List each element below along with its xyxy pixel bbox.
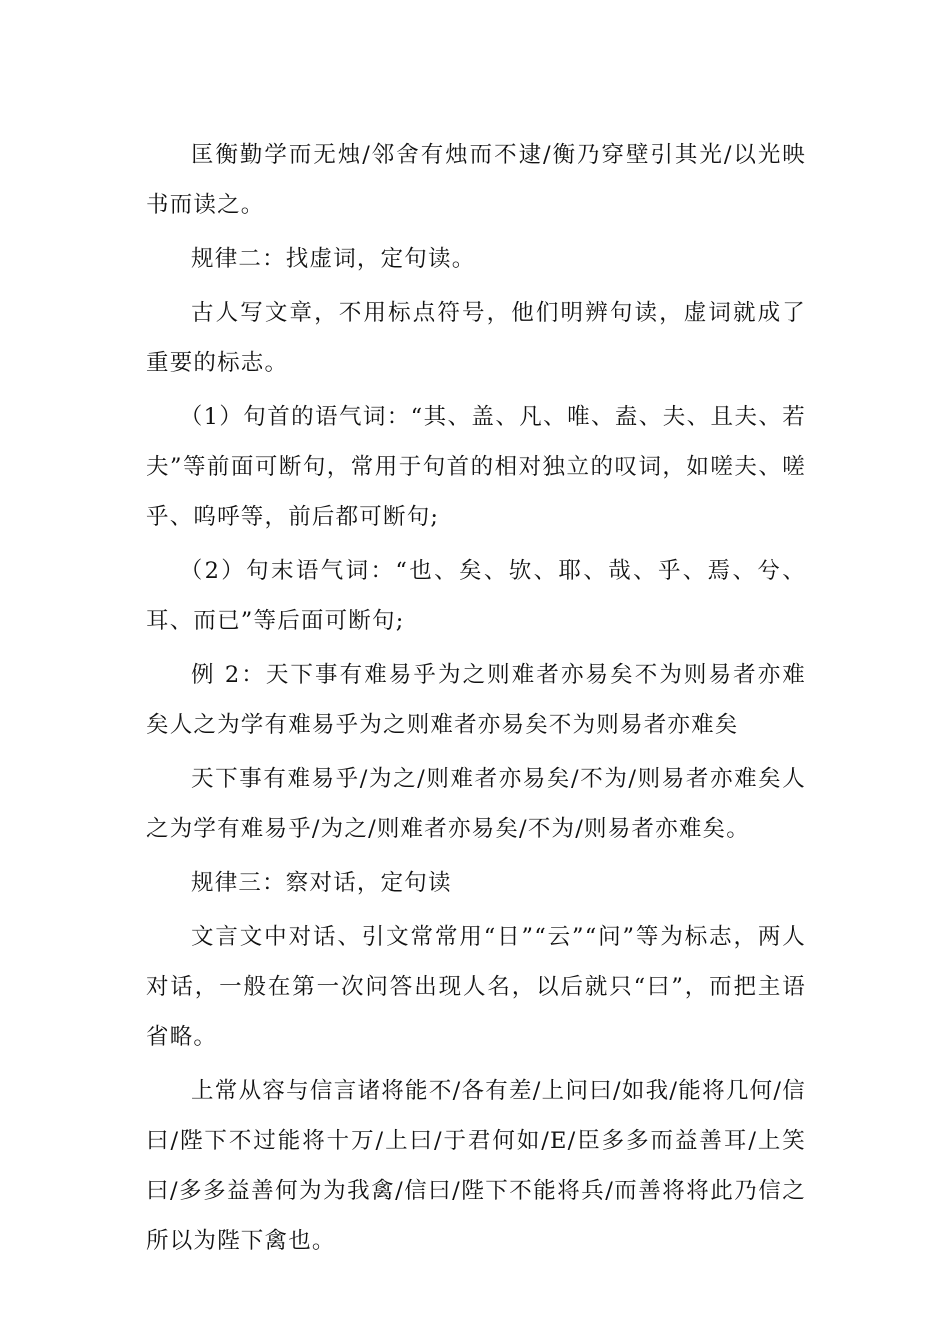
paragraph-rule-3-intro: 文言文中对话、引文常常用“日”“云”“问”等为标志，两人对话，一般在第一次问答出现人名，以后就只“曰”，而把主语省略。 bbox=[146, 924, 806, 1050]
paragraph-rule-2-heading: 规律二：找虚词，定句读。 bbox=[191, 246, 476, 272]
paragraph-rule-3-heading: 规律三：察对话，定句读 bbox=[191, 870, 452, 896]
paragraph-rule-2-item-1: （1）句首的语气词：“其、盖、凡、唯、盍、夫、且夫、若夫”等前面可断句，常用于句首的相对独立的叹词，如嗟夫、嗟乎、呜呼等，前后都可断句; bbox=[146, 404, 806, 530]
paragraph-example-1-answer: 匡衡勤学而无烛/邻舍有烛而不逮/衡乃穿壁引其光/以光映书而读之。 bbox=[146, 142, 806, 218]
paragraph-example-2-answer: 天下事有难易乎/为之/则难者亦易矣/不为/则易者亦难矣人之为学有难易乎/为之/则难者亦易矣/不为/则易者亦难矣。 bbox=[146, 766, 806, 842]
paragraph-rule-2-item-2: （2）句末语气词：“也、矣、欤、耶、哉、乎、焉、兮、耳、而已”等后面可断句; bbox=[146, 558, 806, 634]
paragraph-example-2: 例 2：天下事有难易乎为之则难者亦易矣不为则易者亦难矣人之为学有难易乎为之则难者亦易矣不为则易者亦难矣 bbox=[146, 662, 806, 738]
paragraph-rule-2-intro: 古人写文章，不用标点符号，他们明辨句读，虚词就成了重要的标志。 bbox=[146, 300, 806, 376]
paragraph-example-3-answer: 上常从容与信言诸将能不/各有差/上问曰/如我/能将几何/信曰/陛下不过能将十万/上曰/于君何如/E/臣多多而益善耳/上笑曰/多多益善何为为我禽/信曰/陛下不能将兵/而善将将此乃信之所以为陛下禽也。 bbox=[146, 1078, 806, 1254]
document-body bbox=[146, 130, 806, 1270]
